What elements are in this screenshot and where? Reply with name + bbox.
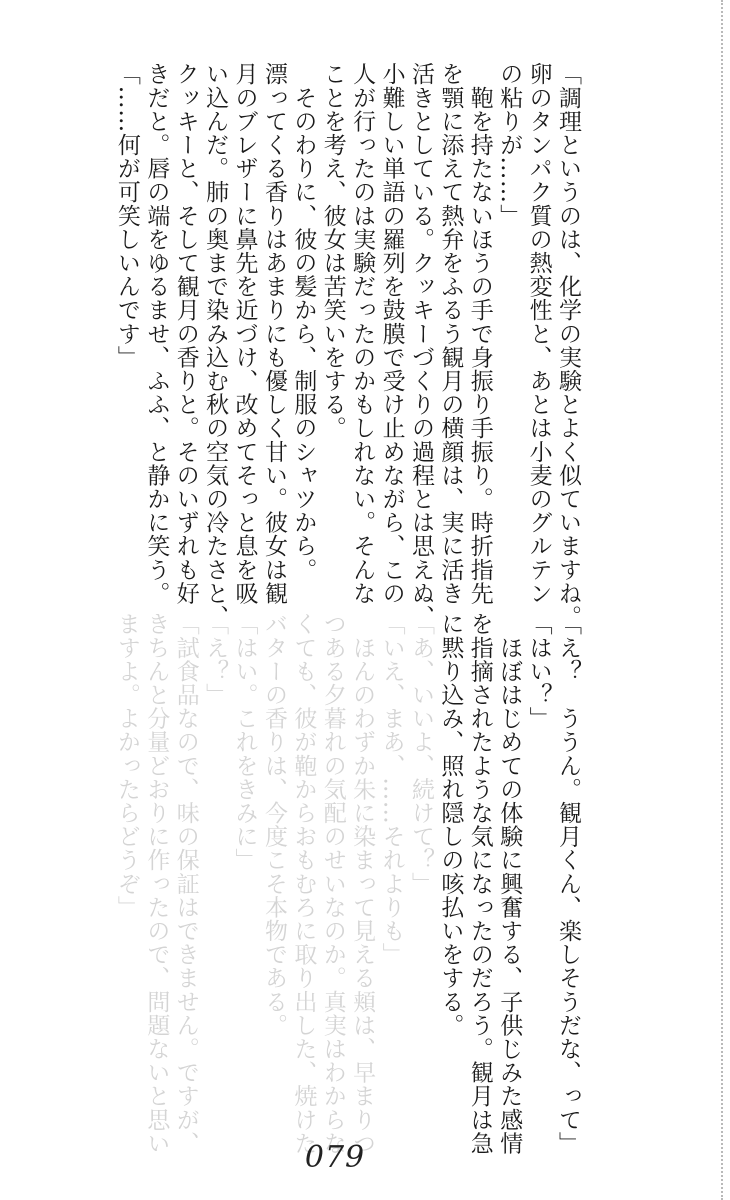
text-column: ほぼはじめての体験に興奮する、子供じみた感情 [496,612,523,1155]
text-column: きだと。唇の端をゆるませ、ふふ、と静かに笑う。 [143,62,170,605]
bottom-text-block [112,612,583,1155]
text-column: の粘りが……」 [496,62,523,228]
faded-text-column: バターの香りは、今度こそ本物である。 [260,612,287,1037]
text-column: い込んだ。肺の奥まで染み込む秋の空気の冷たさと、 [202,62,229,629]
text-column: 小難しい単語の羅列を鼓膜で受け止めながら、この [378,62,405,605]
faded-text-column: ますよ。よかったらどうぞ」 [113,612,140,919]
page-edge-dotted-line [721,0,723,1200]
text-column: 鞄を持たないほうの手で身振り手振り。時折指先 [466,62,493,605]
faded-text-column: 「いえ、まあ、……それよりも」 [378,612,405,966]
text-column: そのわりに、彼の髪から、制服のシャツから。 [290,62,317,582]
text-column: クッキーと、そして観月の香りと。そのいずれも好 [172,62,199,605]
top-text-block [112,62,583,629]
text-column: 「調理というのは、化学の実験とよく似ていますね。 [555,62,581,629]
text-column: ことを考え、彼女は苦笑いをする。 [319,62,346,440]
text-column: 「はい？」 [525,612,552,730]
text-column: 人が行ったのは実験だったのかもしれない。そんな [349,62,376,605]
faded-text-column: ほんのわずか朱に染まって見える頬は、早まりつ [349,612,376,1155]
faded-text-column: 「あ、いいよ、続けて？」 [407,612,434,896]
text-column: 月のブレザーに鼻先を近づけ、改めてそっと息を吸 [231,62,258,605]
faded-text-column: 「試食品なので、味の保証はできません。ですが、 [172,612,199,1155]
page-number: 079 [304,1140,366,1175]
text-column: を指摘されたような気になったのだろう。観月は急 [466,612,493,1155]
text-column: 卵のタンパク質の熱変性と、あとは小麦のグルテン [525,62,552,605]
faded-text-column: つある夕暮れの気配のせいなのか。真実はわからな [319,612,346,1155]
faded-text-column: 「え？」 [202,612,229,707]
faded-text-column: くても、彼が鞄からおもむろに取り出した、焼けた [290,612,317,1155]
text-column: 活きとしている。クッキーづくりの過程とは思えぬ、 [407,62,434,629]
text-column: に黙り込み、照れ隠しの咳払いをする。 [437,612,464,1037]
text-column: 「え？ ううん。観月くん、楽しそうだな、って」 [555,612,581,1155]
text-column: 漂ってくる香りはあまりにも優しく甘い。彼女は観 [260,62,287,605]
faded-text-column: 「はい。これをきみに」 [231,612,258,872]
text-column: を顎に添えて熱弁をふるう観月の横顔は、実に活き [437,62,464,605]
faded-text-column: きちんと分量どおりに作ったので、問題ないと思い [143,612,170,1155]
text-column: 「……何が可笑しいんです」 [113,62,140,369]
